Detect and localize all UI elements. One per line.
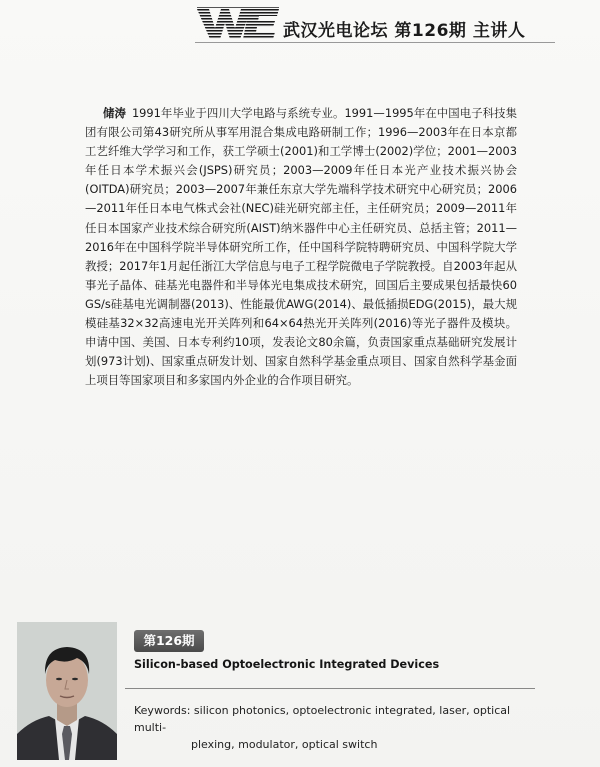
issue-badge: 第126期 — [134, 630, 204, 652]
card-divider — [125, 688, 535, 689]
speaker-photo — [17, 622, 117, 760]
talk-title: Silicon-based Optoelectronic Integrated Devices — [134, 658, 440, 671]
keywords-line-2: plexing, modulator, optical switch — [191, 738, 378, 751]
speaker-card — [0, 600, 600, 767]
forum-title: 武汉光电论坛 第126期 主讲人 — [283, 21, 526, 41]
page-header — [195, 6, 600, 42]
keywords — [134, 702, 534, 753]
header-divider — [195, 42, 555, 43]
forum-logo-icon — [195, 6, 281, 42]
keywords-line-1: silicon photonics, optoelectronic integrated, laser, optical multi- — [134, 704, 511, 734]
speaker-bio — [85, 104, 517, 390]
speaker-name: 储涛 — [103, 106, 126, 120]
speaker-portrait-image — [17, 622, 117, 760]
speaker-bio-text: 1991年毕业于四川大学电路与系统专业。1991—1995年在中国电子科技集团有限公司第43研究所从事军用混合集成电路研制工作；1996—2003年在日本京都工艺纤维大学学习和工作，获工学硕士(2001)和工学博士(2002)学位；2001—2003年任日本学术振兴会(JSPS)研究员；2003—2009年任日本光产业技术振兴协会(OITDA)研究员；2003—2007年兼任东京大学先端科学技术研究中心研究员；2006—2011年任日本电气株式会社(NEC)硅光研究部主任，主任研究员；2009—2011年任日本国家产业技术综合研究所(AIST)纳米器件中心主任研究员、总括主管；2011—2016年在中国科学院半导体研究所工作，任中国科学院特聘研究员、中国科学院大学教授；2017年1月起任浙江大学信息与电子工程学院微电子学院教授。自2003年起从事光子晶体、硅基光电器件和半导体光电集成技术研究，回国后主要成果包括最快60 GS/s硅基电光调制器(2013)、性能最优AWG(2014)、最低插损EDG(2015)，最大规模硅基32×32高速电光开关阵列和64×64热光开关阵列(2016)等光子器件及模块。申请中国、美国、日本专利约10项，发表论文80余篇，负责国家重点基础研究发展计划(973计划)、国家重点研发计划、国家自然科学基金重点项目、国家自然科学基金面上项目等国家项目和多家国内外企业的合作项目研究。 — [85, 106, 517, 388]
keywords-label: Keywords: — [134, 704, 191, 717]
forum-logo — [195, 6, 281, 42]
